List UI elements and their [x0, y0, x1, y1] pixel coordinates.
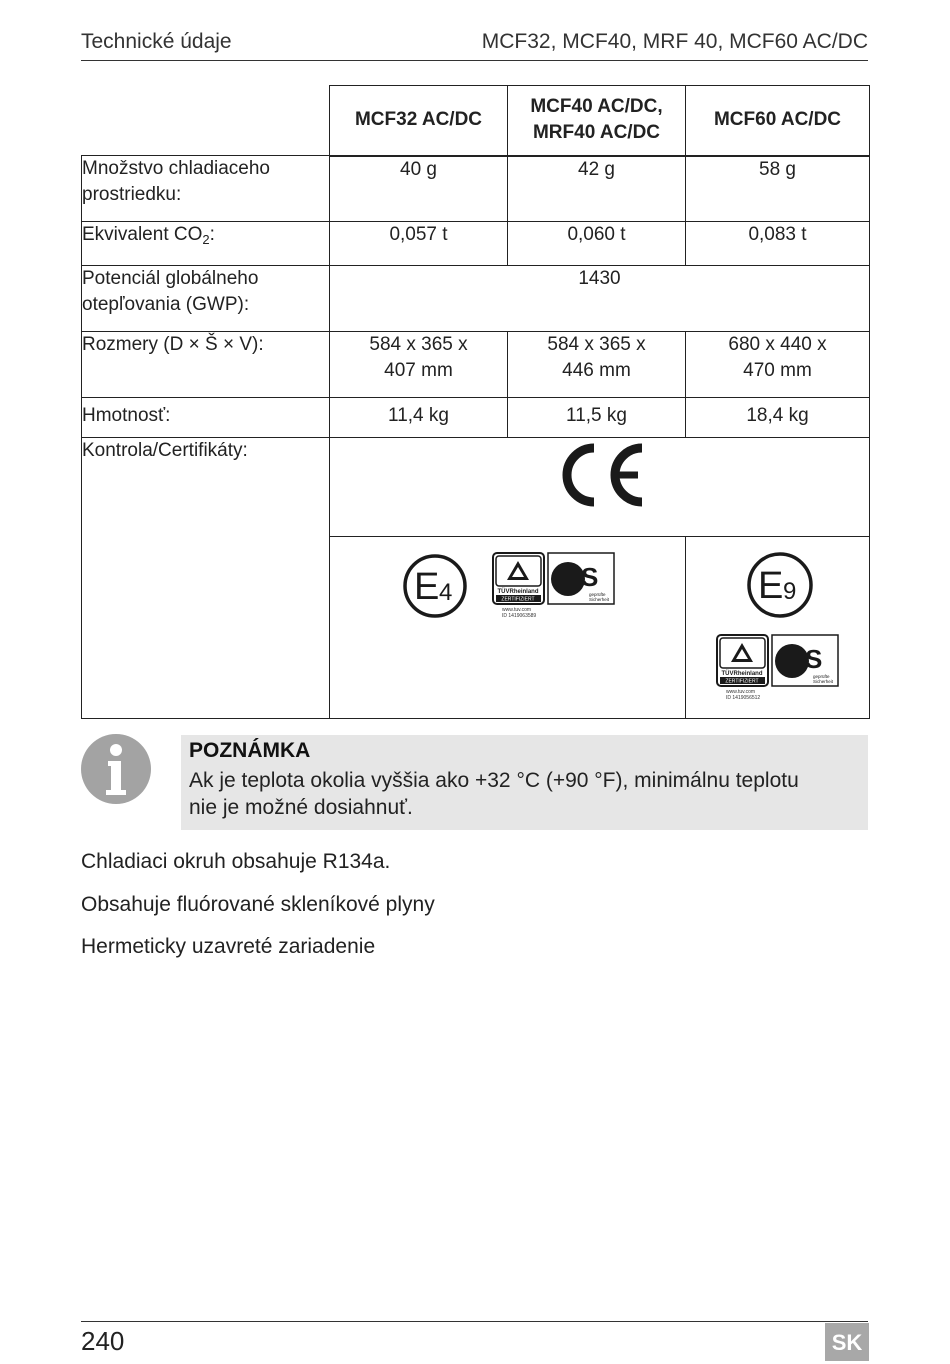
table-row [82, 398, 870, 438]
language-badge: SK [825, 1323, 869, 1361]
col-header-mcf60: MCF60 AC/DC [686, 86, 870, 156]
table-row [82, 222, 870, 266]
svg-text:TÜVRheinland: TÜVRheinland [721, 671, 763, 677]
models-title: MCF32, MCF40, MRF 40, MCF60 AC/DC [481, 30, 868, 53]
ce-mark-icon [550, 438, 650, 512]
page-header [81, 30, 868, 61]
svg-text:www.tuv.com: www.tuv.com [726, 689, 756, 695]
svg-text:E: E [758, 565, 784, 607]
page-number: 240 [81, 1326, 125, 1356]
paragraph-refrigerant: Chladiaci okruh obsahuje R134a. [81, 850, 391, 873]
info-icon [81, 734, 151, 804]
svg-text:www.tuv.com: www.tuv.com [502, 607, 532, 613]
table-row [82, 266, 870, 332]
svg-text:geprüfte: geprüfte [589, 592, 606, 597]
table-row [82, 438, 870, 537]
row-label-certificates: Kontrola/Certifikáty: [82, 438, 330, 719]
cell-value: 11,5 kg [508, 398, 686, 438]
cert-cell-left [330, 537, 686, 719]
row-label-dimensions: Rozmery (D × Š × V): [82, 332, 330, 398]
table-row [82, 332, 870, 398]
row-label-co2: Ekvivalent $CO_2$: [82, 222, 330, 266]
cell-value: 584 x 365 x 446 mm [508, 332, 686, 398]
cell-value: 680 x 440 x 470 mm [686, 332, 870, 398]
svg-text:S: S [581, 562, 599, 592]
svg-text:geprüfte: geprüfte [813, 674, 830, 679]
footer-divider [81, 1321, 868, 1322]
svg-text:ID 1419056512: ID 1419056512 [726, 695, 761, 700]
cell-value: 11,4 kg [330, 398, 508, 438]
paragraph-hermetic: Hermeticky uzavreté zariadenie [81, 935, 376, 958]
paragraph-fluorinated-gases: Obsahuje fluórované skleníkové plyny [81, 893, 435, 916]
svg-text:ID 1419063589: ID 1419063589 [502, 613, 537, 618]
tuv-gs-badge [716, 634, 840, 700]
cell-value: 584 x 365 x 407 mm [330, 332, 508, 398]
cell-value: 42 g [508, 156, 686, 222]
svg-text:9: 9 [783, 578, 797, 605]
cell-value: 0,083 t [686, 222, 870, 266]
row-label-gwp: Potenciál globálneho otepľovania (GWP): [82, 266, 330, 332]
e9-mark-icon [746, 551, 814, 619]
svg-text:S: S [805, 644, 823, 674]
col-header-mcf40: MCF40 AC/DC, MRF40 AC/DC [508, 86, 686, 156]
e4-mark-icon [402, 553, 468, 619]
tuv-gs-icon [492, 552, 616, 618]
row-label-weight: Hmotnosť: [82, 398, 330, 438]
cell-value: 40 g [330, 156, 508, 222]
tuv-gs-icon [716, 634, 840, 700]
svg-text:ZERTIFIZIERT: ZERTIFIZIERT [501, 596, 535, 603]
note-box [181, 735, 868, 830]
table-corner [82, 86, 330, 156]
note-title: POZNÁMKA [189, 739, 311, 762]
svg-text:Sicherheit: Sicherheit [813, 679, 834, 684]
note-text: Ak je teplota okolia vyššia ako +32 °C (+90 °F), minimálnu teplotu nie je možné dosiahnuť. [189, 769, 799, 819]
col-header-mcf32: MCF32 AC/DC [330, 86, 508, 156]
svg-text:Sicherheit: Sicherheit [589, 597, 610, 602]
section-title: Technické údaje [81, 30, 232, 53]
svg-text:ZERTIFIZIERT: ZERTIFIZIERT [725, 678, 759, 685]
cell-value-gwp: 1430 [330, 266, 870, 332]
svg-text:TÜVRheinland: TÜVRheinland [497, 589, 539, 595]
spec-table [81, 85, 870, 719]
cell-value: 18,4 kg [686, 398, 870, 438]
svg-text:E: E [414, 566, 440, 608]
cell-value: 0,060 t [508, 222, 686, 266]
ce-mark-cell [330, 438, 870, 537]
cell-value: 58 g [686, 156, 870, 222]
tuv-gs-badge [492, 552, 616, 618]
cell-value: 0,057 t [330, 222, 508, 266]
row-label-refrigerant: Množstvo chladiaceho prostriedku: [82, 156, 330, 222]
svg-text:4: 4 [439, 579, 453, 606]
table-row [82, 156, 870, 222]
cert-cell-right [686, 537, 870, 719]
